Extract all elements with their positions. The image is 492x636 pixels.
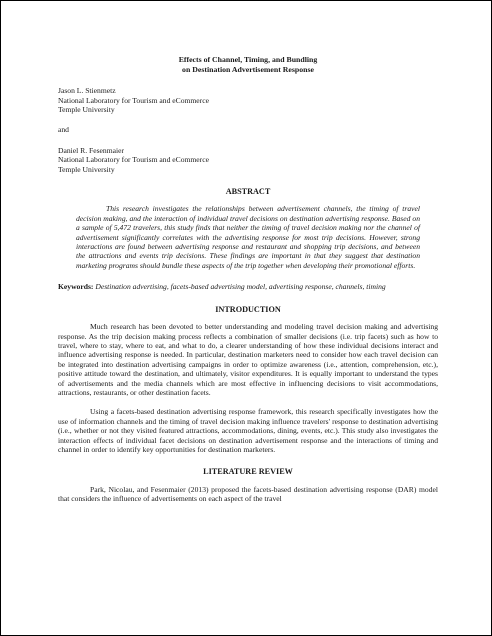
author-1-affiliation: National Laboratory for Tourism and eCommerce: [58, 95, 209, 105]
keywords-text: Destination advertising, facets-based advertising model, advertising response, channels, timing: [95, 282, 386, 292]
title-line-1: Effects of Channel, Timing, and Bundling: [178, 55, 318, 64]
introduction-paragraph-2: Using a facets-based destination advertising response framework, this research specifically investigates how the use of information channels and the timing of travel decision making influence travelers' response to destination advertising (i.e., whether or not they visited featured attractions, accommodations, dining, events, etc.). This study also investigates the interaction effects of individual facet decisions on destination advertisement response and the interactions of timing and channel in order to identify key opportunities for destination marketers.: [58, 407, 438, 454]
author-conjunction: and: [58, 125, 69, 135]
author-2-university: Temple University: [58, 164, 115, 174]
author-1-university: Temple University: [58, 105, 115, 114]
author-1-name: Jason L. Stienmetz: [58, 86, 116, 96]
author-1-block: [58, 86, 438, 114]
abstract-heading: ABSTRACT: [225, 187, 271, 197]
literature-review-heading: LITERATURE REVIEW: [203, 467, 293, 477]
keywords-line: [58, 282, 438, 291]
keywords-label: Keywords:: [58, 282, 94, 292]
author-2-name: Daniel R. Fesenmaier: [58, 145, 125, 155]
author-2-block: [58, 146, 438, 174]
introduction-paragraph-1: Much research has been devoted to better understanding and modeling travel decision making and advertising response. As the trip decision making process reflects a combination of smaller decisions (i.e. trip facets) such as how to travel, where to stay, where to eat, and what to do, a clearer understanding of how these individual decisions interact and influence advertising response is needed. In particular, destination marketers need to consider how each travel decision can be integrated into destination advertising campaigns in order to optimize awareness (i.e., attention, comprehension, etc.), positive attitude toward the destination, and ultimately, visitor expenditures. It is equally important to understand the types of advertisements and the media channels which are most effective in influencing decisions to visit accommodations, attractions, restaurants, or other destination facets.: [58, 322, 438, 397]
abstract-text: This research investigates the relationships between advertisement channels, the timing of travel decision making, and the interaction of individual travel decisions on destination advertising response. Based on a sample of 5,472 travelers, this study finds that neither the timing of travel decision making nor the channel of advertisement significantly correlates with the advertising response for most trip decisions. However, strong interactions are found between advertising response and restaurant and shopping trip decisions, and between the attractions and events trip decisions. These findings are important in that they suggest that destination marketing programs should bundle these aspects of the trip together when developing their promotional efforts.: [76, 204, 420, 270]
introduction-heading: INTRODUCTION: [215, 304, 281, 314]
paper-title: [58, 55, 438, 74]
title-line-2: on Destination Advertisement Response: [182, 64, 314, 74]
literature-review-paragraph-1: Park, Nicolau, and Fesenmaier (2013) proposed the facets-based destination advertising response (DAR) model that considers the influence of advertisements on each aspect of the travel: [58, 484, 438, 504]
author-2-affiliation: National Laboratory for Tourism and eCommerce: [58, 155, 209, 165]
page-content: [58, 55, 438, 514]
